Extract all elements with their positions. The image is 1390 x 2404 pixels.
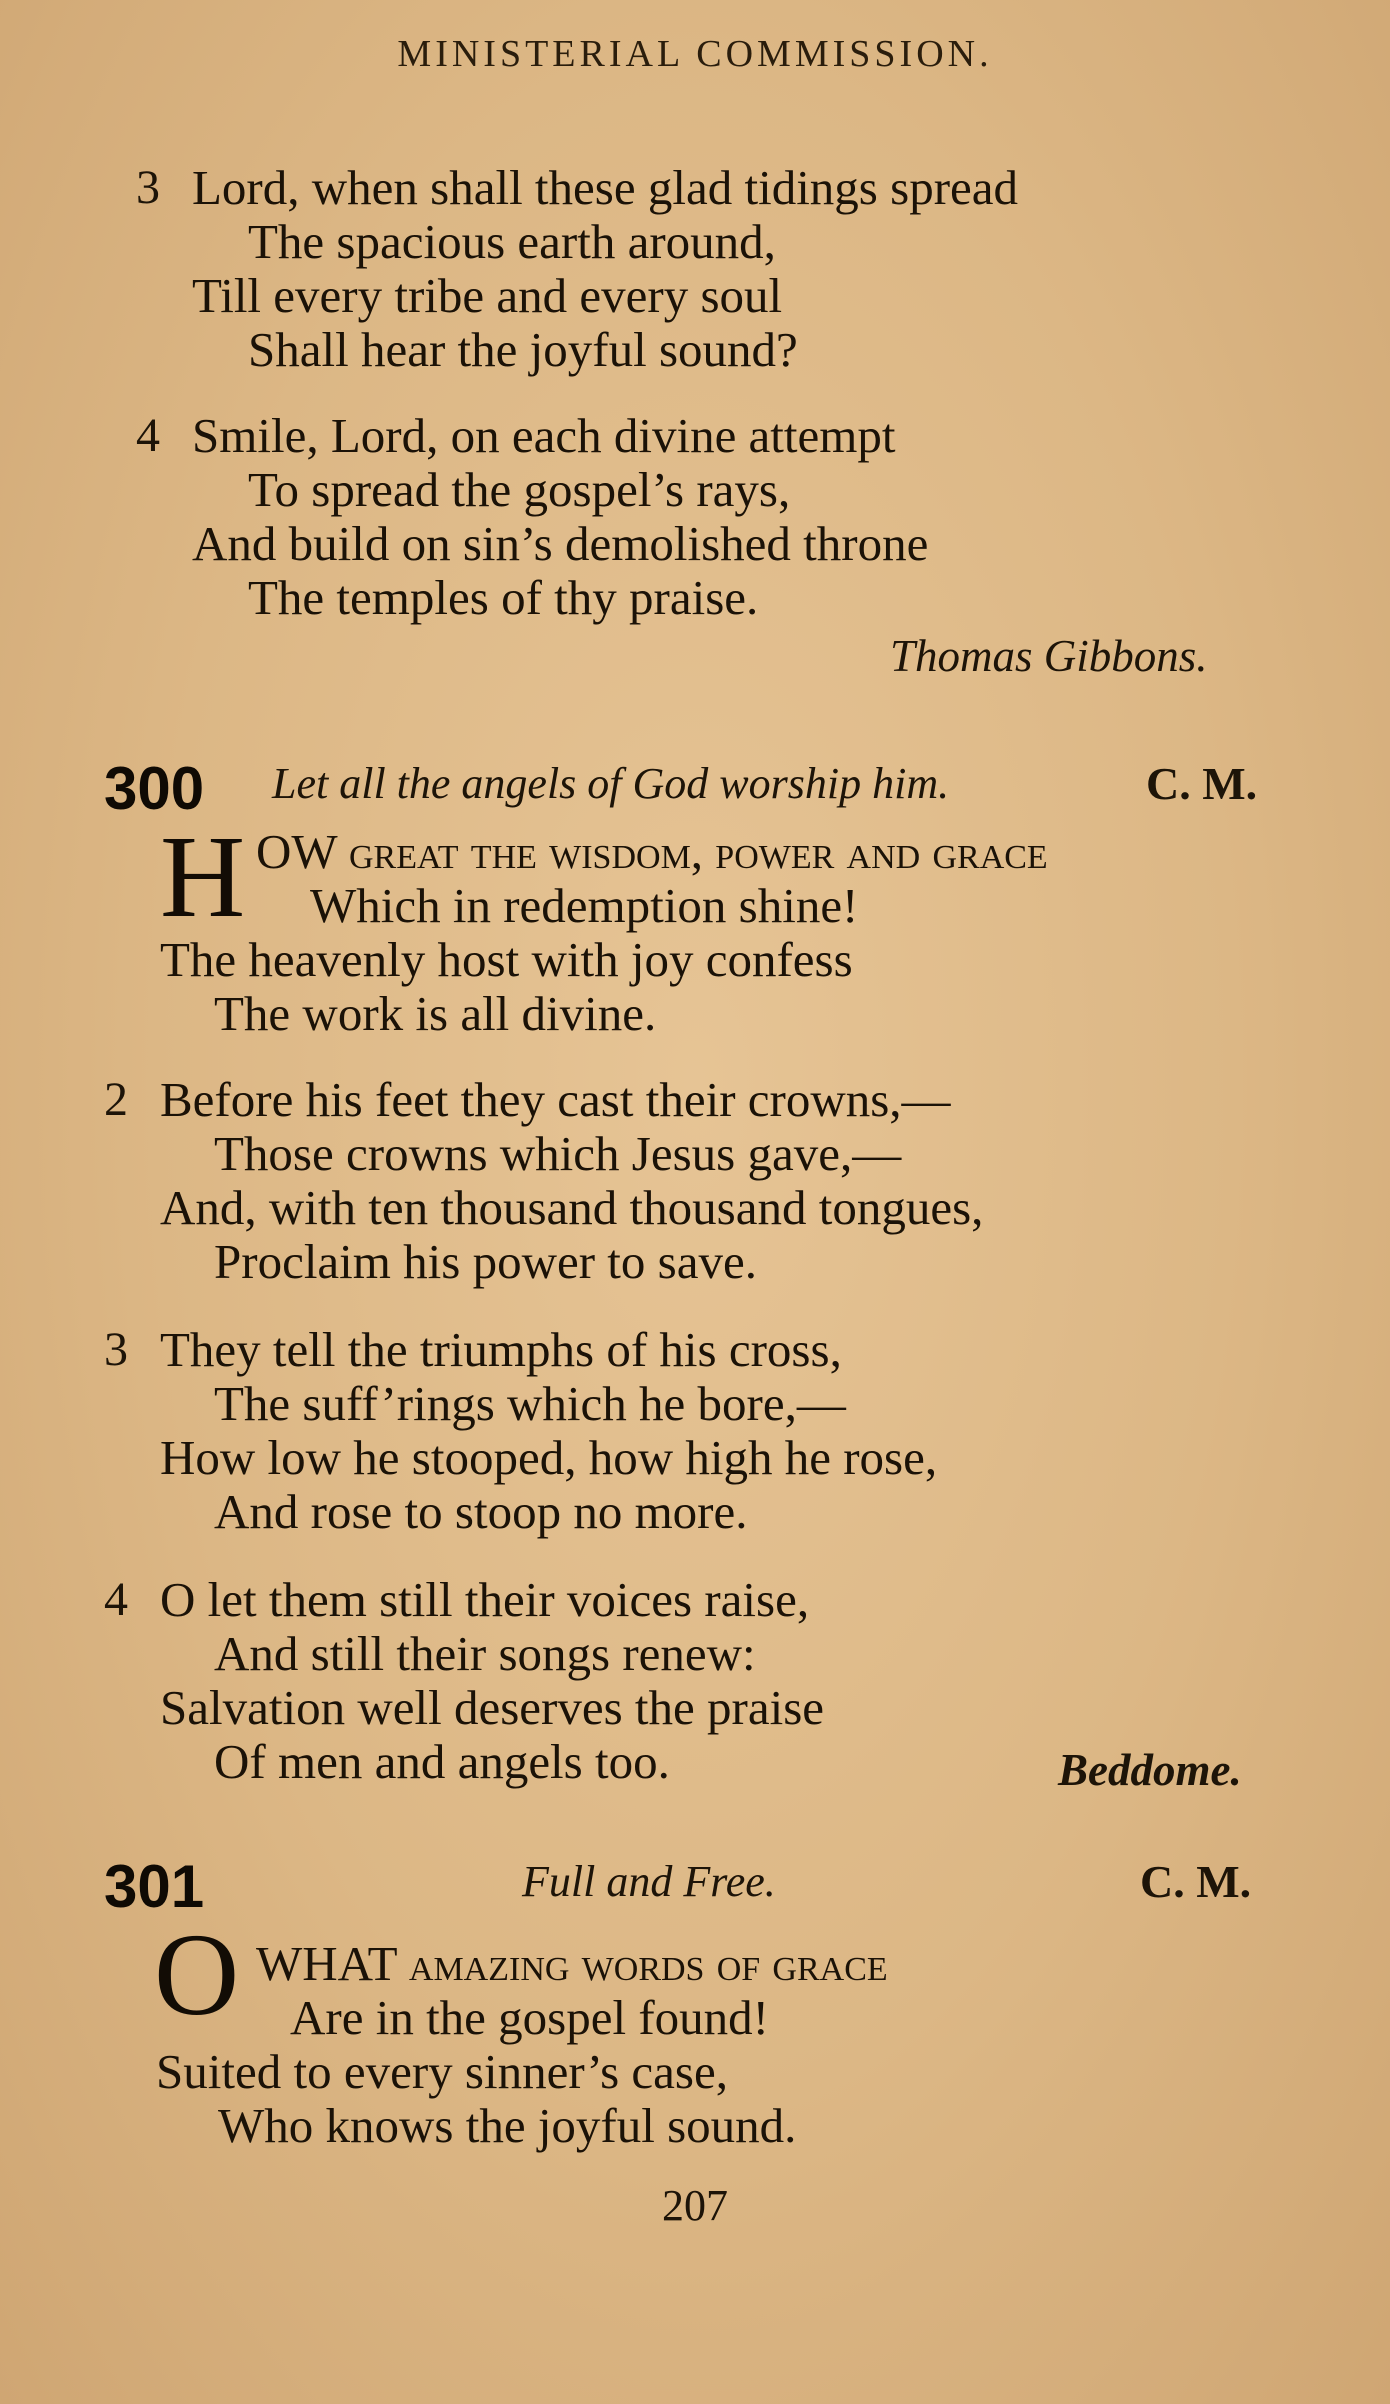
verse-line: O let them still their voices raise, bbox=[160, 1572, 810, 1627]
verse-number: 3 bbox=[136, 161, 160, 214]
verse-line: Suited to every sinner’s case, bbox=[156, 2044, 728, 2099]
drop-cap: O bbox=[154, 1909, 240, 2040]
verse-line: WHAT amazing words of grace bbox=[256, 1936, 888, 1991]
verse-line: Shall hear the joyful sound? bbox=[248, 322, 798, 377]
hymn-number: 300 bbox=[104, 755, 205, 822]
verse-line: OW great the wisdom, power and grace bbox=[256, 824, 1048, 879]
page-number: 207 bbox=[662, 2181, 728, 2230]
verse-line: And, with ten thousand thousand tongues, bbox=[160, 1180, 984, 1235]
verse-line: Till every tribe and every soul bbox=[192, 268, 783, 323]
verse-number: 4 bbox=[136, 409, 160, 462]
verse-line: To spread the gospel’s rays, bbox=[248, 462, 791, 517]
hymn-number: 301 bbox=[104, 1853, 205, 1920]
verse-line: Proclaim his power to save. bbox=[214, 1234, 757, 1289]
verse-line: Lord, when shall these glad tidings spread bbox=[192, 160, 1019, 215]
verse-line: Who knows the joyful sound. bbox=[218, 2098, 797, 2153]
hymn-meter: C. M. bbox=[1146, 758, 1258, 809]
verse-line: The heavenly host with joy confess bbox=[160, 932, 853, 987]
verse-number: 4 bbox=[104, 1573, 128, 1626]
hymn-meter: C. M. bbox=[1140, 1856, 1252, 1907]
verse-line: They tell the triumphs of his cross, bbox=[160, 1322, 842, 1377]
drop-cap: H bbox=[160, 811, 246, 942]
verse-line: How low he stooped, how high he rose, bbox=[160, 1430, 938, 1485]
verse-number: 2 bbox=[104, 1073, 128, 1126]
verse-line: Which in redemption shine! bbox=[310, 878, 859, 933]
verse-line: Before his feet they cast their crowns,— bbox=[160, 1072, 951, 1127]
verse-line: The spacious earth around, bbox=[248, 214, 776, 269]
verse-line: Smile, Lord, on each divine attempt bbox=[192, 408, 896, 463]
verse-line: Salvation well deserves the praise bbox=[160, 1680, 825, 1735]
author-attribution: Thomas Gibbons. bbox=[890, 631, 1208, 681]
verse-number: 3 bbox=[104, 1323, 128, 1376]
verse-line: The temples of thy praise. bbox=[248, 570, 759, 625]
verse-line: Those crowns which Jesus gave,— bbox=[214, 1126, 902, 1181]
verse-line: The suff’rings which he bore,— bbox=[214, 1376, 846, 1431]
hymn-title: Let all the angels of God worship him. bbox=[272, 759, 950, 808]
verse-line: And build on sin’s demolished throne bbox=[192, 516, 929, 571]
verse-line: And still their songs renew: bbox=[214, 1626, 756, 1681]
verse-line: Of men and angels too. bbox=[214, 1734, 670, 1789]
hymn-title: Full and Free. bbox=[522, 1857, 776, 1906]
verse-line: And rose to stoop no more. bbox=[214, 1484, 748, 1539]
verse-line: Are in the gospel found! bbox=[290, 1990, 769, 2045]
running-head: MINISTERIAL COMMISSION. bbox=[397, 33, 993, 75]
author-attribution: Beddome. bbox=[1058, 1745, 1242, 1795]
verse-line: The work is all divine. bbox=[214, 986, 657, 1041]
